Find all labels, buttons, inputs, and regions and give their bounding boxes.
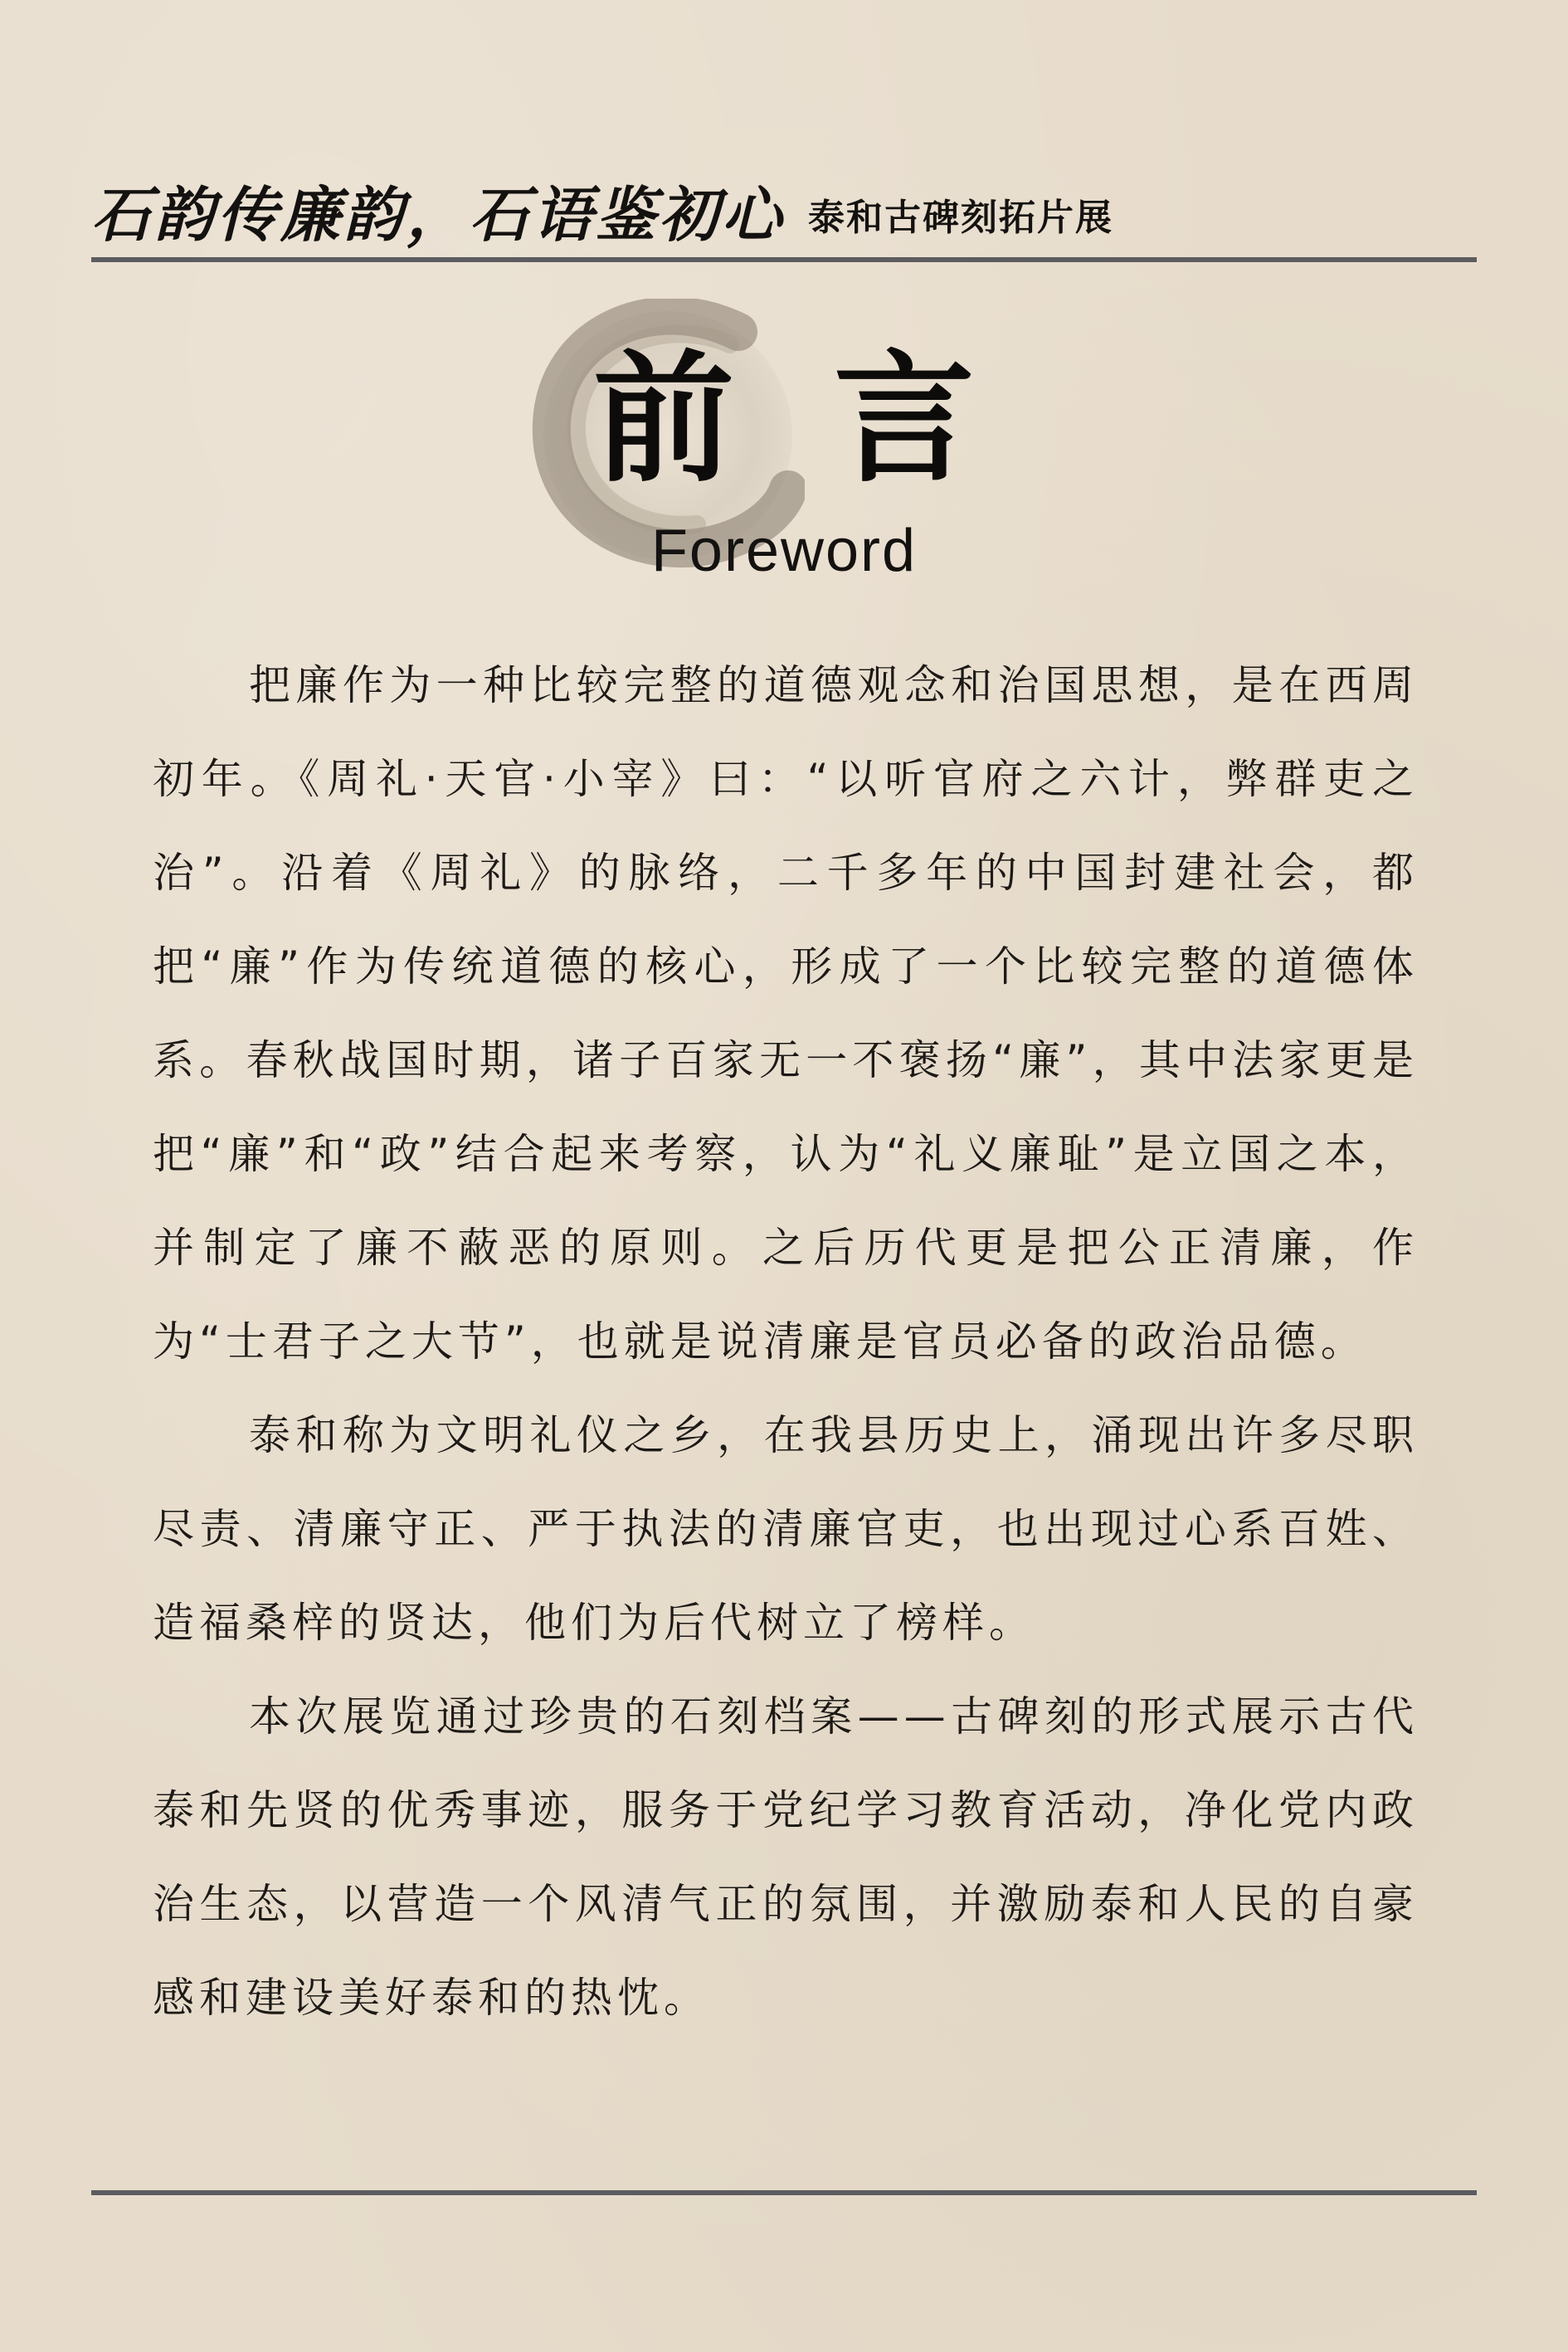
header-subtitle: 泰和古碑刻拓片展 — [808, 197, 1114, 239]
paragraph-3: 本次展览通过珍贵的石刻档案——古碑刻的形式展示古代泰和先贤的优秀事迹，服务于党纪学习教育活动，净化党内政治生态，以营造一个风清气正的氛围，并激励泰和人民的自豪感和建设美好泰和的热忱。 — [153, 1692, 1419, 2022]
paragraph-1: 把廉作为一种比较完整的道德观念和治国思想，是在西周初年。《周礼·天官·小宰》曰：“以听官府之六计，弊群吏之治”。沿着《周礼》的脉络，二千多年的中国封建社会，都把“廉”作为传统道德的核心，形成了一个比较完整的道德体系。春秋战国时期，诸子百家无一不褒扬“廉”，其中法家更是把“廉”和“政”结合起来考察，认为“礼义廉耻”是立国之本，并制定了廉不蔽恶的原则。之后历代更是把公正清廉，作为“士君子之大节”，也就是说清廉是官员必备的政治品德。 — [153, 661, 1419, 1366]
foreword-body — [153, 639, 1419, 2045]
bottom-divider — [91, 2190, 1477, 2195]
header-slogan: 石韵传廉韵，石语鉴初心 — [91, 179, 786, 250]
page-subtitle: Foreword — [650, 518, 918, 584]
top-divider — [91, 257, 1477, 262]
paragraph-2: 泰和称为文明礼仪之乡，在我县历史上，涌现出许多尽职尽责、清廉守正、严于执法的清廉官吏，也出现过心系百姓、造福桑梓的贤达，他们为后代树立了榜样。 — [153, 1411, 1419, 1647]
header — [91, 153, 1485, 250]
page-title: 前言 — [592, 336, 1074, 502]
